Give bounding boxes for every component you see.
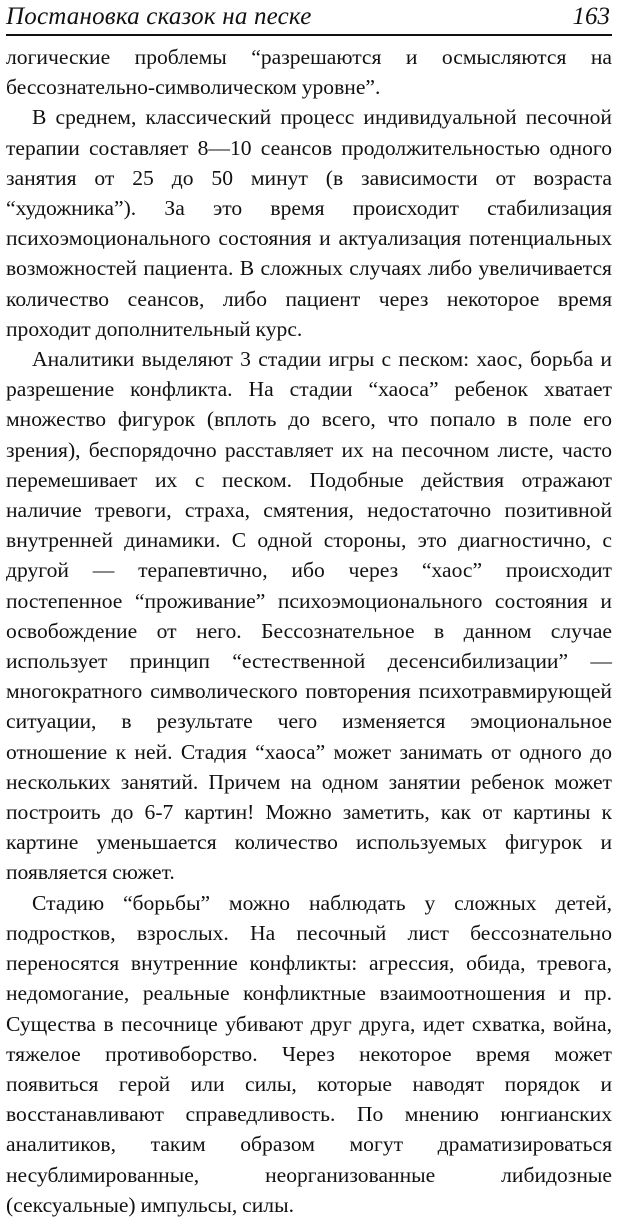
body-text: [6, 42, 612, 1220]
running-title: Постановка сказок на песке: [6, 3, 312, 30]
paragraph-continuation: логические проблемы “разрешаются и осмысляются на бессознательно-символическом уровне”.: [6, 45, 612, 100]
running-head: [6, 0, 612, 34]
header-rule: [6, 34, 612, 36]
page-number: 163: [572, 3, 610, 30]
paragraph: В среднем, классический процесс индивидуальной песочной терапии составляет 8—10 сеансов продолжительностью одного занятия от 25 до 50 минут (в зависимости от возраста “художника”). За это время происходит стабилизация психоэмоционального состояния и актуализация потенциальных возможностей пациента. В сложных случаях либо увеличивается количество сеансов, либо пациент через некоторое время проходит дополнительный курс.: [6, 105, 612, 341]
paragraph: Аналитики выделяют 3 стадии игры с песком: хаос, борьба и разрешение конфликта. На стадии “хаоса” ребенок хватает множество фигурок (вплоть до всего, что попало в поле его зрения), беспорядочно расставляет их на песочном листе, часто перемешивает их с песком. Подобные действия отражают наличие тревоги, страха, смятения, недостаточно позитивной внутренней динамики. С одной стороны, это диагностично, с другой — терапевтично, ибо через “хаос” происходит постепенное “проживание” психоэмоционального состояния и освобождение от него. Бессознательное в данном случае использует принцип “естественной десенсибилизации” — многократного символического повторения психотравмирующей ситуации, в результате чего изменяется эмоциональное отношение к ней. Стадия “хаоса” может занимать от одного до нескольких занятий. Причем на одном занятии ребенок может построить до 6-7 картин! Можно заметить, как от картины к картине уменьшается количество используемых фигурок и появляется сюжет.: [6, 347, 612, 885]
paragraph: Стадию “борьбы” можно наблюдать у сложных детей, подростков, взрослых. На песочный лист бессознательно переносятся внутренние конфликты: агрессия, обида, тревога, недомогание, реальные конфликтные взаимоотношения и пр. Существа в песочнице убивают друг друга, идет схватка, война, тяжелое противоборство. Через некоторое время может появиться герой или силы, которые наводят порядок и восстанавливают справедливость. По мнению юнгианских аналитиков, таким образом могут драматизироваться несублимированные, неорганизованные либидозные (сексуальные) импульсы, силы.: [6, 890, 612, 1217]
